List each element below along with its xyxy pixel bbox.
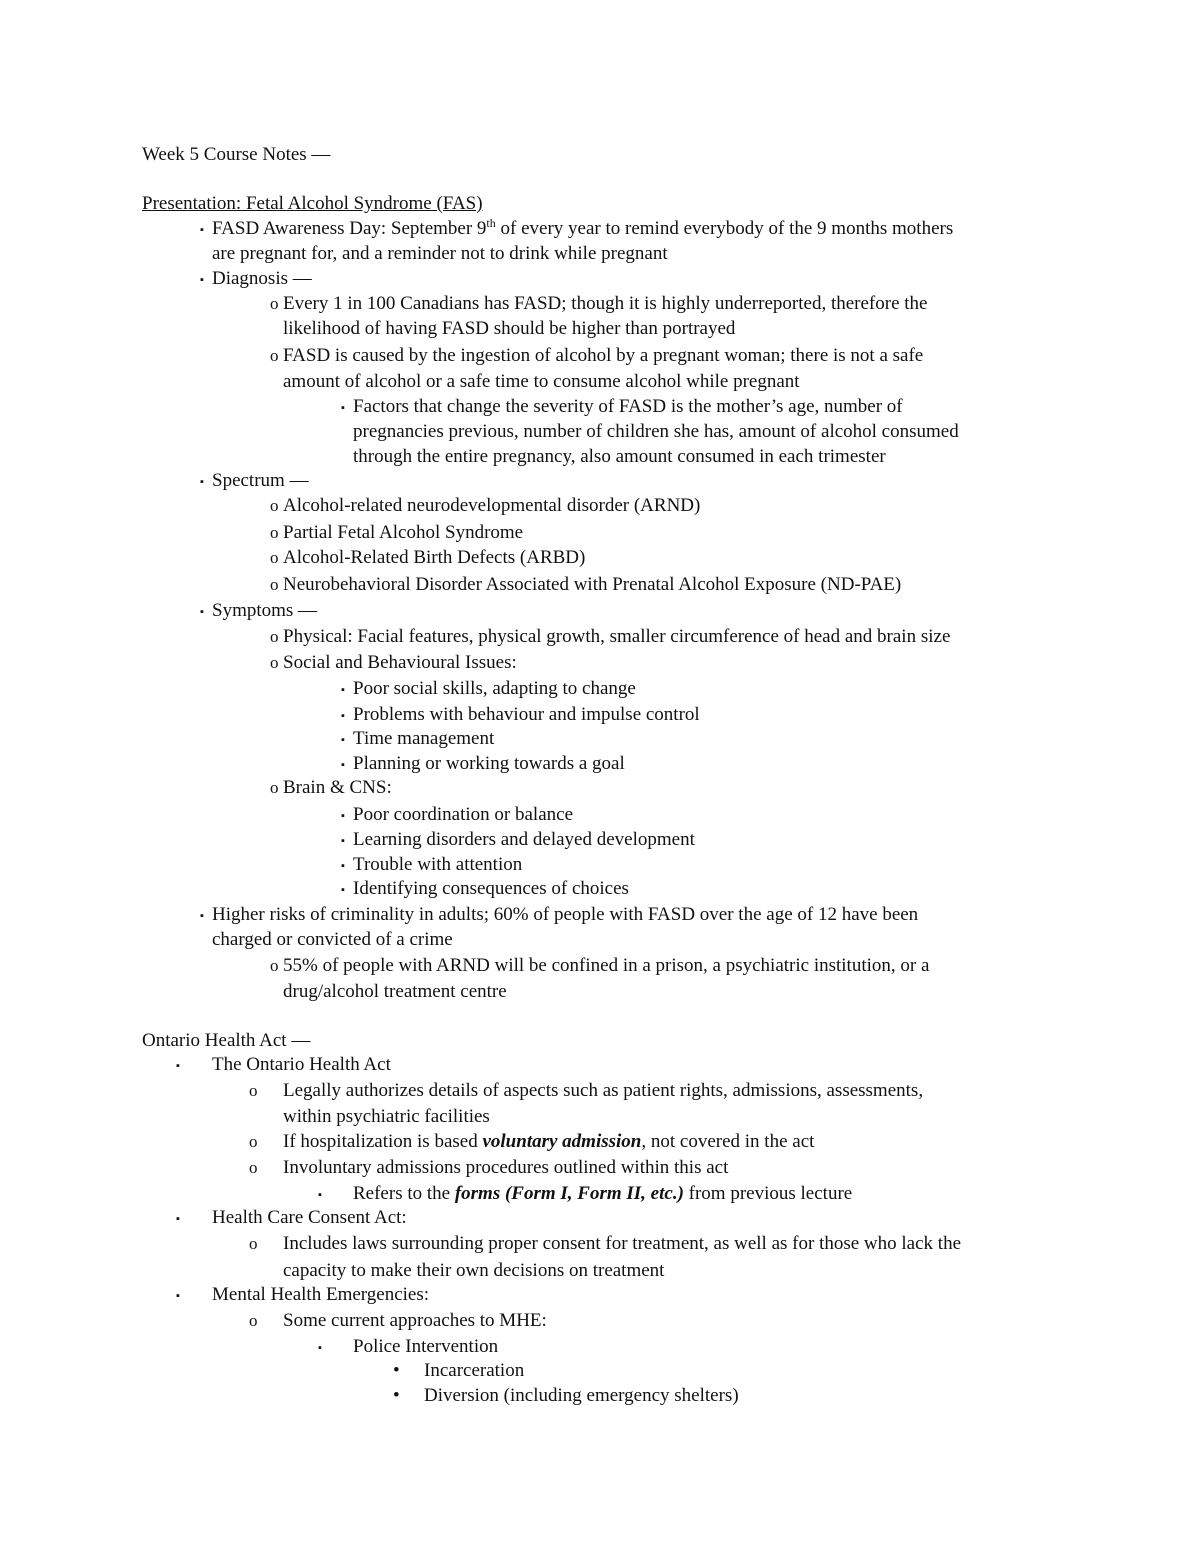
list-item-factors: Factors that change the severity of FASD is the mother’s age, number of: [353, 396, 903, 417]
list-item-social-3: Time management: [353, 728, 495, 749]
bullet-square: ▪: [341, 810, 345, 822]
section-heading-fas: Presentation: Fetal Alcohol Syndrome (FAS): [142, 193, 483, 214]
bullet-square: ▪: [200, 476, 204, 488]
list-item-approaches: Some current approaches to MHE:: [283, 1310, 547, 1331]
list-item-social-4: Planning or working towards a goal: [353, 753, 625, 774]
bullet-circle: o: [249, 1132, 258, 1151]
bullet-circle: o: [270, 294, 279, 313]
list-item-legally-cont: within psychiatric facilities: [283, 1106, 490, 1127]
bullet-square: ▪: [341, 759, 345, 771]
list-item-spectrum: Spectrum —: [212, 470, 309, 491]
bullet-circle: o: [249, 1081, 258, 1100]
list-item-social-2: Problems with behaviour and impulse control: [353, 704, 700, 725]
bullet-square: ▪: [318, 1189, 322, 1201]
list-item-diagnosis-1: Every 1 in 100 Canadians has FASD; though it is highly underreported, therefore the: [283, 293, 928, 314]
forms-term: forms (Form I, Form II, etc.): [454, 1183, 684, 1204]
bullet-square: ▪: [341, 860, 345, 872]
bullet-circle: o: [249, 1311, 258, 1330]
bullet-square: ▪: [200, 910, 204, 922]
bullet-square: ▪: [200, 274, 204, 286]
list-item-diagnosis-1-cont: likelihood of having FASD should be higher than portrayed: [283, 318, 736, 339]
bullet-square: ▪: [341, 835, 345, 847]
bullet-square: ▪: [341, 734, 345, 746]
bullet-square: ▪: [341, 402, 345, 414]
forms-text-2: from previous lecture: [683, 1183, 853, 1204]
bullet-circle: o: [270, 627, 279, 646]
list-item-arnd-stat-cont: drug/alcohol treatment centre: [283, 981, 507, 1002]
bullet-circle: o: [270, 496, 279, 515]
bullet-square: ▪: [200, 224, 204, 236]
list-item-factors-cont-1: pregnancies previous, number of children she has, amount of alcohol consumed: [353, 421, 959, 442]
list-item-physical: Physical: Facial features, physical growth, smaller circumference of head and brain size: [283, 626, 951, 647]
list-item-spectrum-arnd: Alcohol-related neurodevelopmental disorder (ARND): [283, 495, 701, 516]
list-item-diagnosis-2: FASD is caused by the ingestion of alcohol by a pregnant woman; there is not a safe: [283, 345, 924, 366]
bullet-square: ▪: [318, 1342, 322, 1354]
hospitalization-text-2: , not covered in the act: [641, 1131, 815, 1152]
bullet-circle: o: [270, 523, 279, 542]
bullet-square: ▪: [176, 1213, 180, 1225]
list-item-consent-cont: capacity to make their own decisions on treatment: [283, 1260, 665, 1281]
bullet-circle: o: [270, 548, 279, 567]
list-item-mhe: Mental Health Emergencies:: [212, 1284, 430, 1305]
bullet-circle: o: [270, 778, 279, 797]
voluntary-admission-term: voluntary admission: [482, 1131, 642, 1152]
list-item-incarceration: Incarceration: [424, 1360, 525, 1381]
bullet-square: ▪: [176, 1290, 180, 1302]
list-item-brain-4: Identifying consequences of choices: [353, 878, 629, 899]
list-item-social-1: Poor social skills, adapting to change: [353, 678, 636, 699]
list-item-brain-1: Poor coordination or balance: [353, 804, 574, 825]
list-item-social: Social and Behavioural Issues:: [283, 652, 517, 673]
list-item-brain-3: Trouble with attention: [353, 854, 523, 875]
list-item-diagnosis-2-cont: amount of alcohol or a safe time to consume alcohol while pregnant: [283, 371, 800, 392]
bullet-square: ▪: [341, 884, 345, 896]
list-item-legally: Legally authorizes details of aspects such as patient rights, admissions, assessments,: [283, 1080, 924, 1101]
list-item-hospitalization: [283, 1131, 814, 1153]
list-item-factors-cont-2: through the entire pregnancy, also amount consumed in each trimester: [353, 446, 886, 467]
bullet-circle: o: [249, 1234, 258, 1253]
awareness-text-2: of every year to remind everybody of the 9 months mothers: [495, 218, 954, 239]
list-item-spectrum-arbd: Alcohol-Related Birth Defects (ARBD): [283, 547, 586, 568]
list-item-arnd-stat: 55% of people with ARND will be confined in a prison, a psychiatric institution, or a: [283, 955, 930, 976]
bullet-circle: o: [270, 575, 279, 594]
bullet-square: ▪: [341, 684, 345, 696]
list-item-hcca: Health Care Consent Act:: [212, 1207, 407, 1228]
bullet-circle: o: [270, 346, 279, 365]
list-item-risks-cont: charged or convicted of a crime: [212, 929, 453, 950]
awareness-text-1: FASD Awareness Day: September 9: [212, 218, 487, 239]
section-heading-oha: Ontario Health Act —: [142, 1030, 311, 1051]
list-item-spectrum-pfas: Partial Fetal Alcohol Syndrome: [283, 522, 524, 543]
page-title: Week 5 Course Notes —: [142, 144, 331, 165]
list-item-diversion: Diversion (including emergency shelters): [424, 1385, 739, 1406]
list-item-spectrum-ndpae: Neurobehavioral Disorder Associated with Prenatal Alcohol Exposure (ND-PAE): [283, 574, 902, 595]
list-item-oha: The Ontario Health Act: [212, 1054, 391, 1075]
list-item-brain-2: Learning disorders and delayed development: [353, 829, 695, 850]
bullet-dot: •: [393, 1360, 400, 1381]
bullet-square: ▪: [200, 606, 204, 618]
bullet-square: ▪: [341, 710, 345, 722]
bullet-dot: •: [393, 1385, 400, 1406]
awareness-superscript: th: [486, 216, 496, 230]
list-item-diagnosis: Diagnosis —: [212, 268, 312, 289]
list-item-brain: Brain & CNS:: [283, 777, 392, 798]
list-item-forms: [353, 1183, 852, 1205]
bullet-square: ▪: [176, 1060, 180, 1072]
hospitalization-text-1: If hospitalization is based: [283, 1131, 483, 1152]
list-item-awareness-day: [212, 218, 953, 240]
bullet-circle: o: [270, 653, 279, 672]
forms-text-1: Refers to the: [353, 1183, 455, 1204]
list-item-symptoms: Symptoms —: [212, 600, 318, 621]
list-item-risks: Higher risks of criminality in adults; 60% of people with FASD over the age of 12 have been: [212, 904, 919, 925]
list-item-consent: Includes laws surrounding proper consent for treatment, as well as for those who lack the: [283, 1233, 961, 1254]
list-item-involuntary: Involuntary admissions procedures outlined within this act: [283, 1157, 729, 1178]
bullet-circle: o: [249, 1158, 258, 1177]
list-item-awareness-day-cont: are pregnant for, and a reminder not to drink while pregnant: [212, 243, 668, 264]
bullet-circle: o: [270, 956, 279, 975]
list-item-police: Police Intervention: [353, 1336, 499, 1357]
